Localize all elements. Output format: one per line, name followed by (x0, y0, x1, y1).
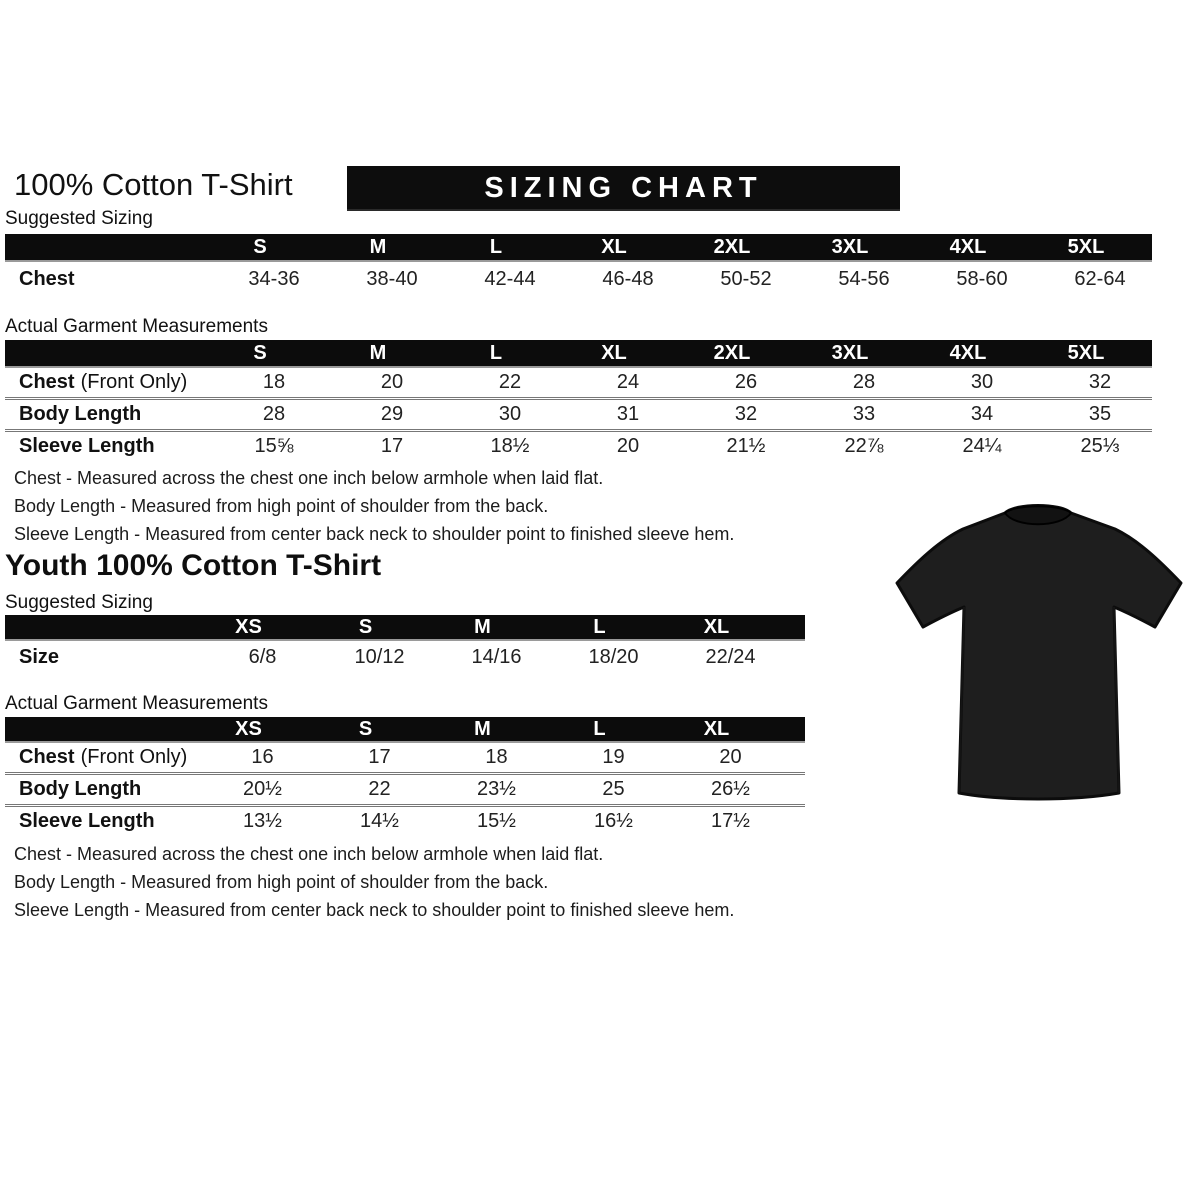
cell: 32 (1088, 371, 1112, 393)
cell: 23½ (477, 778, 516, 800)
col-header: XL (601, 235, 627, 258)
cell: 18½ (490, 435, 530, 457)
cell: 20 (380, 371, 404, 393)
cell: 15½ (477, 810, 516, 832)
row-label: Chest (19, 267, 75, 290)
cell: 58-60 (956, 267, 1008, 290)
col-header: L (593, 615, 606, 638)
tshirt-body (897, 506, 1181, 800)
row-label: Body Length (19, 403, 142, 425)
col-header: XS (235, 615, 262, 638)
cell: 20 (616, 435, 640, 457)
row-label-main: Chest (19, 746, 75, 768)
col-header: S (358, 615, 373, 638)
col-header: L (593, 717, 606, 740)
cell: 10/12 (354, 645, 405, 668)
cell: 17½ (711, 810, 750, 832)
cell: 18 (262, 371, 286, 393)
cell: 14½ (360, 810, 399, 832)
cell: 17 (368, 746, 391, 768)
col-header: XL (703, 717, 730, 740)
note-line: Sleeve Length - Measured from center back neck to shoulder point to finished sleeve hem. (14, 900, 735, 920)
table-row (5, 368, 1152, 397)
table-row (5, 641, 805, 673)
col-header: M (474, 717, 491, 740)
cell: 38-40 (366, 267, 418, 290)
cell: 19 (602, 746, 625, 768)
table-row (5, 262, 1152, 296)
cell: 29 (380, 403, 404, 425)
col-header: XL (703, 615, 730, 638)
note-line: Body Length - Measured from high point of shoulder from the back. (14, 872, 549, 892)
cell: 22 (498, 371, 522, 393)
table-row (5, 743, 805, 772)
col-header: 5XL (1067, 235, 1105, 258)
cell: 16 (251, 746, 274, 768)
cell: 22⅞ (844, 435, 884, 457)
cell: 62-64 (1074, 267, 1126, 290)
adult-actual-measurements-label: Actual Garment Measurements (5, 316, 268, 337)
col-header: XS (235, 717, 262, 740)
note-line: Chest - Measured across the chest one inch below armhole when laid flat. (14, 844, 604, 864)
youth-actual-header-row (5, 717, 805, 743)
row-label-main: Chest (19, 371, 75, 393)
col-header: 5XL (1067, 341, 1105, 364)
row-label-suffix: (Front Only) (80, 371, 188, 393)
row-label: Size (19, 645, 60, 668)
cell: 54-56 (838, 267, 890, 290)
col-header: L (489, 235, 503, 258)
cell: 28 (852, 371, 876, 393)
cell: 16½ (594, 810, 633, 832)
cell: 6/8 (248, 645, 277, 668)
note-line: Body Length - Measured from high point of shoulder from the back. (14, 496, 549, 516)
note-line: Sleeve Length - Measured from center back neck to shoulder point to finished sleeve hem. (14, 524, 735, 544)
cell: 25⅓ (1080, 435, 1120, 457)
cell: 30 (970, 371, 994, 393)
youth-suggested-header-row (5, 615, 805, 641)
col-header: L (489, 341, 503, 364)
cell: 46-48 (602, 267, 654, 290)
cell: 33 (852, 403, 876, 425)
col-header: 3XL (831, 235, 869, 258)
cell: 17 (380, 435, 404, 457)
cell: 22 (368, 778, 391, 800)
cell: 22/24 (705, 645, 756, 668)
col-header: 4XL (949, 235, 987, 258)
col-header: M (369, 235, 387, 258)
cell: 24 (616, 371, 640, 393)
cell: 50-52 (720, 267, 772, 290)
cell: 30 (498, 403, 522, 425)
cell: 15⅝ (254, 435, 294, 457)
tshirt-graphic (883, 483, 1193, 813)
youth-suggested-table (5, 615, 805, 673)
col-header: 3XL (831, 341, 869, 364)
adult-suggested-table (5, 234, 1152, 296)
black-tshirt-image (883, 483, 1193, 813)
col-header: 4XL (949, 341, 987, 364)
youth-suggested-sizing-label: Suggested Sizing (5, 592, 153, 613)
cell: 26½ (711, 778, 750, 800)
cell: 26 (734, 371, 758, 393)
col-header: 2XL (713, 235, 751, 258)
youth-section-title: Youth 100% Cotton T-Shirt (5, 549, 382, 582)
cell: 34 (970, 403, 994, 425)
cell: 20 (719, 746, 742, 768)
adult-measurement-notes (14, 464, 734, 548)
cell: 14/16 (471, 645, 522, 668)
sizing-chart-banner: SIZING CHART (347, 166, 900, 211)
adult-suggested-header-row (5, 234, 1152, 262)
col-header: 2XL (713, 341, 751, 364)
cell: 21½ (726, 435, 766, 457)
cell: 18 (485, 746, 508, 768)
table-row (5, 772, 805, 804)
col-header: S (358, 717, 373, 740)
adult-suggested-sizing-label: Suggested Sizing (5, 208, 153, 229)
row-label: Body Length (19, 778, 142, 800)
cell: 32 (734, 403, 758, 425)
youth-measurement-notes (14, 840, 734, 924)
col-header: M (369, 341, 387, 364)
cell: 18/20 (588, 645, 639, 668)
row-label (5, 746, 204, 769)
youth-actual-measurements-label: Actual Garment Measurements (5, 693, 268, 714)
cell: 34-36 (248, 267, 300, 290)
row-label (5, 371, 215, 394)
cell: 28 (262, 403, 286, 425)
cell: 24¼ (962, 435, 1002, 457)
row-label: Sleeve Length (19, 810, 155, 832)
youth-actual-table (5, 717, 805, 836)
cell: 13½ (243, 810, 282, 832)
col-header: S (253, 235, 267, 258)
table-row (5, 397, 1152, 429)
table-row (5, 429, 1152, 461)
cell: 25 (602, 778, 625, 800)
page-title: 100% Cotton T-Shirt (14, 167, 293, 202)
adult-actual-table (5, 340, 1152, 461)
col-header: M (474, 615, 491, 638)
adult-actual-header-row (5, 340, 1152, 368)
table-row (5, 804, 805, 836)
cell: 20½ (243, 778, 282, 800)
cell: 42-44 (484, 267, 536, 290)
row-label: Sleeve Length (19, 435, 155, 457)
row-label-suffix: (Front Only) (80, 746, 188, 768)
col-header: XL (601, 341, 627, 364)
note-line: Chest - Measured across the chest one inch below armhole when laid flat. (14, 468, 604, 488)
col-header: S (253, 341, 267, 364)
cell: 31 (616, 403, 640, 425)
cell: 35 (1088, 403, 1112, 425)
